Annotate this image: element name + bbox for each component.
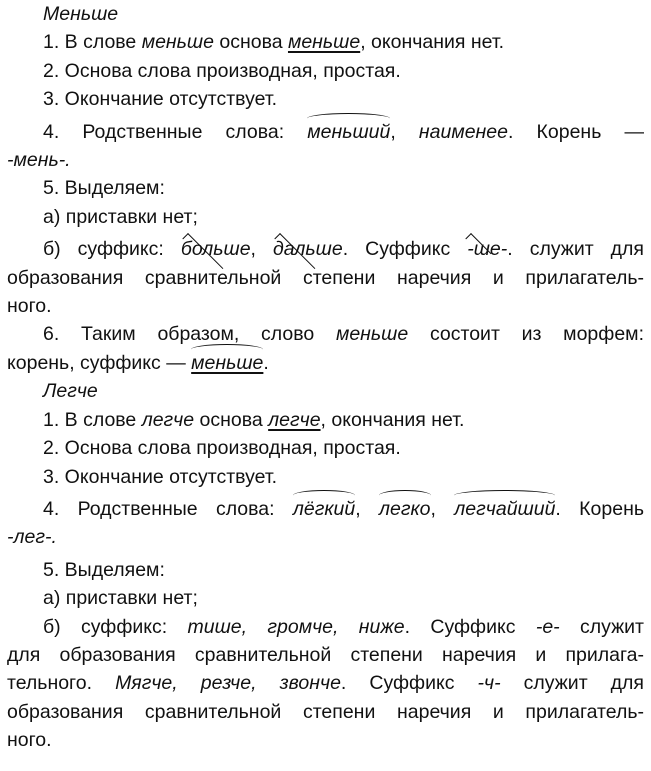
section-title-menshe: Меньше xyxy=(43,3,119,25)
word-root: легко xyxy=(379,495,431,523)
s2-item-2: 2. Основа слова производная, простая. xyxy=(43,437,401,460)
s1-item-6-cont xyxy=(7,349,644,377)
s1-item-6 xyxy=(7,320,644,348)
s2-item-4-cont xyxy=(7,523,644,551)
text: , окончания нет. xyxy=(360,31,505,54)
s2-item-3: 3. Окончание отсутствует. xyxy=(43,465,278,488)
text: состоит из морфем: xyxy=(408,323,644,346)
word-root: меньший xyxy=(307,118,390,146)
word: легче xyxy=(141,408,195,431)
s2-item-5b-cont3: образования сравнительной степени наречия и прилагатель- xyxy=(7,700,644,723)
word: меньше xyxy=(141,31,214,54)
text: тельного. xyxy=(7,672,116,695)
s2-item-5: 5. Выделяем: xyxy=(43,558,165,581)
text: основа xyxy=(213,31,288,54)
suffix: -ше- xyxy=(467,235,507,263)
word-root: легчайший xyxy=(454,495,555,523)
text: 6. Таким образом, слово xyxy=(43,323,336,346)
text: 4. Родственные слова: xyxy=(43,497,293,520)
text: основа xyxy=(194,408,269,431)
word-root: лёгкий xyxy=(293,495,355,523)
s2-item-5b-cont: для образования сравнительной степени наречия и прилага- xyxy=(7,643,644,666)
text: служит xyxy=(559,615,644,638)
text: , xyxy=(390,120,419,143)
text: . Суффикс xyxy=(404,615,536,638)
s2-item-5b-cont2 xyxy=(7,669,644,697)
s2-item-5b-end: ного. xyxy=(7,729,52,752)
text: , xyxy=(355,497,380,520)
text: б) суффикс: xyxy=(43,615,188,638)
s1-item-5b xyxy=(7,235,644,263)
text: служит для xyxy=(500,672,644,695)
s1-item-4 xyxy=(7,118,644,146)
words: тише, громче, ниже xyxy=(187,615,405,638)
text: , окончания нет. xyxy=(320,408,465,431)
s1-item-3: 3. Окончание отсутствует. xyxy=(43,88,278,111)
text: 1. В слове xyxy=(43,31,142,54)
s2-item-5a: а) приставки нет; xyxy=(43,587,198,610)
root: -мень-. xyxy=(7,149,71,172)
word: наименее xyxy=(418,120,508,143)
word-stem: меньше xyxy=(287,31,361,54)
s2-item-4 xyxy=(7,495,644,523)
word: дальше xyxy=(273,235,343,263)
text: 4. Родственные слова: xyxy=(43,120,308,143)
suffix: -ч- xyxy=(477,672,501,695)
word-stem: легче xyxy=(268,408,321,431)
s1-item-2: 2. Основа слова производная, простая. xyxy=(43,59,401,82)
s1-item-5b-cont: образования сравнительной степени наречия и прилагатель- xyxy=(7,266,644,289)
s1-item-5: 5. Выделяем: xyxy=(43,177,165,200)
section-title-legche: Легче xyxy=(43,380,98,403)
text: , xyxy=(430,497,455,520)
s1-item-5a: а) приставки нет; xyxy=(43,205,198,228)
text: , xyxy=(250,238,273,261)
text: . служит для xyxy=(507,238,644,261)
text: . Корень — xyxy=(507,120,644,143)
text: . Суффикс xyxy=(340,672,478,695)
s1-item-1 xyxy=(7,28,644,56)
s1-item-5b-end: ного. xyxy=(7,295,52,318)
suffix: -е- xyxy=(535,615,560,638)
word-morphemes: меньше xyxy=(191,349,263,377)
s2-item-5b xyxy=(7,613,644,641)
word: меньше xyxy=(335,323,409,346)
s2-item-1 xyxy=(7,406,644,434)
text: . Суффикс xyxy=(342,238,468,261)
word: больше xyxy=(181,235,251,263)
text: . xyxy=(263,351,269,374)
text: 1. В слове xyxy=(43,408,142,431)
text: корень, суффикс — xyxy=(7,351,192,374)
root: -лег-. xyxy=(7,526,57,549)
text: . Корень xyxy=(555,497,644,520)
words: Мягче, резче, звонче xyxy=(115,672,341,695)
s1-item-4-cont xyxy=(7,146,644,174)
text: б) суффикс: xyxy=(43,238,181,261)
